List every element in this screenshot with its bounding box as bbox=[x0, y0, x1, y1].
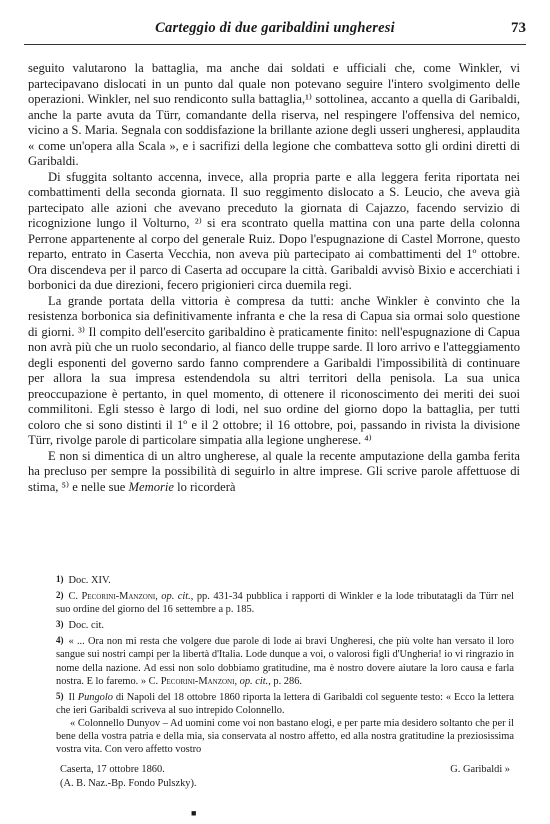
footnote-2-author: C. Pecorini-Manzoni bbox=[68, 591, 156, 603]
main-text bbox=[28, 61, 520, 495]
footnote-4-text: « ... Ora non mi resta che volgere due parole di lode ai bravi Ungheresi, che più volte han versato il loro sangue sui nostri campi per la libertà d'Italia. Lode dunque a voi, o valorosi figli d'Ungheria! io vi ringrazio in nome della nazione. Ad essi non solo dobbiamo gratitudine, ma è nostro dovere aiutare la loro causa e farla nostra. E lo faremo. » bbox=[56, 636, 514, 687]
footnote-4-op-cit: , op. cit. bbox=[234, 675, 269, 687]
footnote-2-text: , pp. 431-34 pubblica i rapporti di Winkler e la lode tributatagli da Türr nel suo ordine del giorno del 16 settembre a p. 185. bbox=[56, 591, 515, 616]
footnote-1 bbox=[56, 573, 514, 587]
paragraph-2: Di sfuggita soltanto accenna, invece, alla propria parte e alla leggera ferita riportata nei combattimenti della seconda giornata. Il suo reggimento dislocato a S. Leucio, che aveva già partecipato alle azioni che avevano preceduto la giornata di Cajazzo, facendo servizio di ricognizione lungo il Volturno, ²⁾ si era scontrato quella mattina con una parte della colonna Perrone appartenente al corpo del generale Ruiz. Dopo l'espugnazione di Castel Morrone, questo reparto, entrato in Caserta Vecchia, non aveva più partecipato ai combattimenti del 1º ottobre. Ora discendeva per il parco di Caserta ad occupare la città. Garibaldi avvisò Bixio e accerchiati i borbonici da due direzioni, fecero prigionieri circa duemila regi. bbox=[28, 169, 520, 292]
footnote-3 bbox=[56, 618, 514, 632]
footnote-2 bbox=[56, 589, 514, 616]
footnote-4 bbox=[56, 634, 514, 687]
footnote-5-letter: « Colonnello Dunyov – Ad uomini come voi non bastano elogi, e per parte mia desidero soltanto che per il bene della vostra patria e della mia, sia conservata al nostro affetto, ed alla nostra gratitudine la preziosissima vostra vita. Con vero affetto vostro bbox=[56, 717, 514, 756]
footnote-1-number: 1) bbox=[56, 574, 64, 584]
letter-signature: G. Garibaldi » bbox=[450, 764, 510, 776]
footnote-4-number: 4) bbox=[56, 635, 64, 646]
paragraph-4-start: E non si dimentica di un altro ungherese, al quale la recente amputazione della gamba ferita ha precluso per sempre la possibilità di seguirlo in altre imprese. Gli scrive parole affettuose di stima, ⁵⁾ e nelle sue bbox=[28, 448, 520, 494]
footnote-3-text: Doc. cit. bbox=[68, 620, 104, 632]
paragraph-1: seguito valutarono la battaglia, ma anche dai soldati e ufficiali che, come Winkler, vi partecipavano dislocati in un punto dal quale non potevano seguire l'intero svolgimento delle operazioni. Winkler, nel suo rendiconto sulla battaglia,¹⁾ sottolinea, accanto a quella di Garibaldi, anche la parte avuta da Türr, comandante della riserva, nel respingere l'offensiva del nemico, vicino a S. Maria. Segnala con soddisfazione la brillante azione degli usseri ungheresi, applaudita « come un'opera alla Scala », e i sacrifizi della legione che combatteva sotto gli ordini diretti di Garibaldi. bbox=[28, 61, 520, 168]
footnote-5-text: di Napoli del 18 ottobre 1860 riporta la lettera di Garibaldi col seguente testo: « Ecco la lettera che ieri Garibaldi scriveva al suo intrepido Colonnello. bbox=[56, 691, 514, 716]
page-number: 73 bbox=[511, 20, 526, 36]
page-bottom-mark: ■ bbox=[191, 808, 197, 818]
footnote-4-author: C. Pecorini-Manzoni bbox=[148, 675, 235, 687]
paragraph-3: La grande portata della vittoria è compresa da tutti: anche Winkler è convinto che la resistenza borbonica sia definitivamente infranta e che la resa di Capua sia ormai solo questione di giorni. ³⁾ Il compito dell'esercito garibaldino è praticamente finito: nell'espugnazione di Capua non avrà più che un ruolo secondario, al fianco delle truppe sarde. Il loro arrivo e l'atteggiamento degli esponenti del governo sardo fanno comprendere a Garibaldi l'impossibilità di continuare per allora la sua impresa estendendola su altri territori della penisola. La sua unica preoccupazione è pertanto, in quel momento, di ottenere il riconoscimento dei meriti dei suoi commilitoni. Egli stesso è largo di lodi, nel suo ordine del giorno dopo la battaglia, per tutti coloro che si sono distinti il 1º e il 2 ottobre; il 16 ottobre, poi, passando in rivista la divisione Türr, rivolge parole di particolare simpatia alla legione ungherese. ⁴⁾ bbox=[28, 293, 520, 447]
footnote-2-op-cit: , op. cit. bbox=[155, 591, 191, 603]
letter-signoff bbox=[56, 763, 514, 776]
footnote-1-text: Doc. XIV. bbox=[68, 575, 111, 586]
footnote-5-newspaper: Pungolo bbox=[77, 691, 113, 703]
paragraph-4 bbox=[28, 449, 520, 496]
footnote-5 bbox=[56, 690, 514, 717]
footnote-5-pre: Il bbox=[68, 691, 78, 703]
footnotes bbox=[56, 573, 514, 790]
memorie-title: Memorie bbox=[128, 479, 174, 494]
archive-reference: (A. B. Naz.-Bp. Fondo Pulszky). bbox=[60, 778, 197, 790]
footnote-2-number: 2) bbox=[56, 590, 64, 601]
running-title: Carteggio di due garibaldini ungheresi bbox=[155, 20, 395, 36]
paragraph-4-end: lo ricorderà bbox=[173, 479, 236, 494]
footnote-3-number: 3) bbox=[56, 619, 64, 630]
page-header bbox=[24, 18, 526, 45]
letter-place-date: Caserta, 17 ottobre 1860. bbox=[60, 764, 165, 776]
footnote-4-page: , p. 286. bbox=[268, 675, 302, 687]
footnote-5-number: 5) bbox=[56, 690, 64, 701]
